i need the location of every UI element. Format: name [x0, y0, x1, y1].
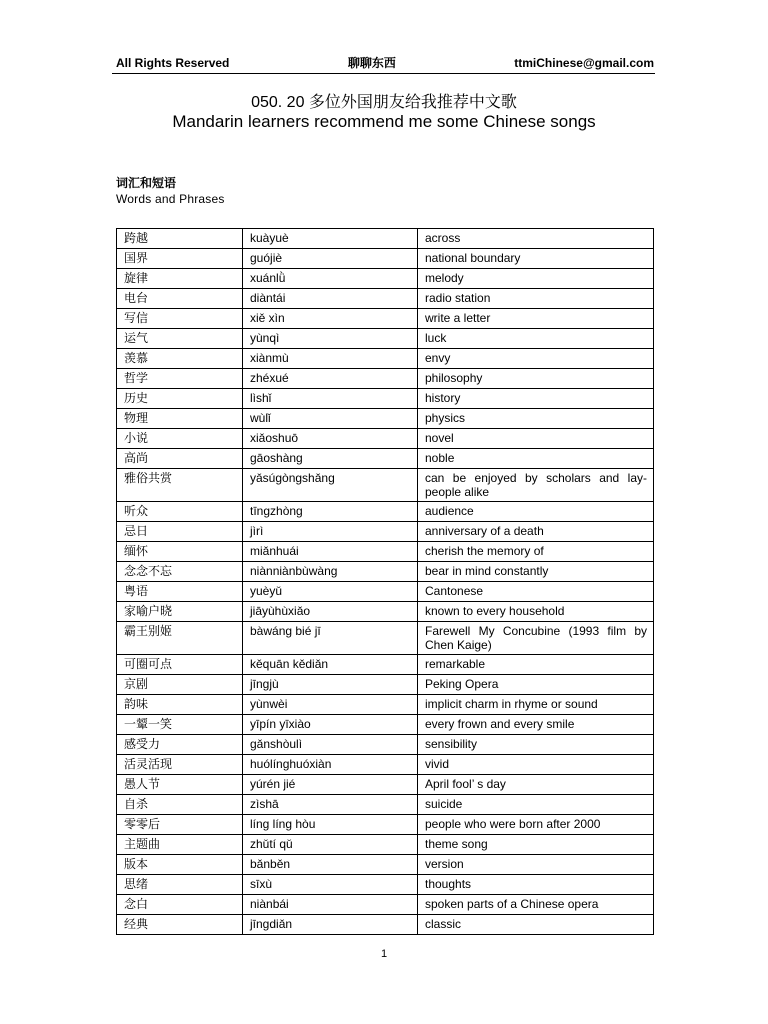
- vocab-pinyin-cell: jìrì: [243, 522, 418, 542]
- table-row: [117, 289, 654, 309]
- table-row: [117, 582, 654, 602]
- vocab-pinyin-cell: jīngjù: [243, 675, 418, 695]
- table-row: [117, 469, 654, 502]
- page-title-english: Mandarin learners recommend me some Chinese songs: [172, 112, 596, 131]
- vocab-pinyin-cell: xiànmù: [243, 349, 418, 369]
- vocab-pinyin-cell: xiǎoshuō: [243, 429, 418, 449]
- vocab-chinese-cell: 粤语: [117, 582, 243, 602]
- table-row: [117, 602, 654, 622]
- vocab-pinyin-cell: zhéxué: [243, 369, 418, 389]
- vocab-english-cell: spoken parts of a Chinese opera: [418, 895, 654, 915]
- vocab-english-cell: vivid: [418, 755, 654, 775]
- vocab-pinyin-cell: xiě xìn: [243, 309, 418, 329]
- vocab-english-cell: anniversary of a death: [418, 522, 654, 542]
- vocab-pinyin-cell: bǎnběn: [243, 855, 418, 875]
- vocab-pinyin-cell: niànniànbùwàng: [243, 562, 418, 582]
- vocab-english-cell: sensibility: [418, 735, 654, 755]
- vocab-chinese-cell: 版本: [117, 855, 243, 875]
- table-row: [117, 329, 654, 349]
- vocab-chinese-cell: 零零后: [117, 815, 243, 835]
- table-row: [117, 835, 654, 855]
- table-row: [117, 755, 654, 775]
- page-title-chinese: 050. 20 多位外国朋友给我推荐中文歌: [251, 94, 517, 111]
- table-row: [117, 695, 654, 715]
- vocab-english-cell: April fool’ s day: [418, 775, 654, 795]
- vocab-pinyin-cell: miǎnhuái: [243, 542, 418, 562]
- vocab-pinyin-cell: kuàyuè: [243, 229, 418, 249]
- vocab-english-cell: history: [418, 389, 654, 409]
- vocab-pinyin-cell: gāoshàng: [243, 449, 418, 469]
- section-heading-chinese: 词汇和短语: [116, 176, 177, 190]
- header-divider: [112, 73, 655, 74]
- vocab-pinyin-cell: sīxù: [243, 875, 418, 895]
- vocab-english-cell: melody: [418, 269, 654, 289]
- table-row: [117, 775, 654, 795]
- vocab-english-cell: envy: [418, 349, 654, 369]
- vocab-chinese-cell: 念白: [117, 895, 243, 915]
- table-row: [117, 542, 654, 562]
- table-row: [117, 855, 654, 875]
- vocab-english-cell: classic: [418, 915, 654, 935]
- vocab-chinese-cell: 主题曲: [117, 835, 243, 855]
- vocab-pinyin-cell: tīngzhòng: [243, 502, 418, 522]
- vocab-pinyin-cell: yùnwèi: [243, 695, 418, 715]
- vocab-english-cell: noble: [418, 449, 654, 469]
- vocab-english-cell: remarkable: [418, 655, 654, 675]
- vocab-pinyin-cell: bàwáng bié jī: [243, 622, 418, 655]
- vocab-pinyin-cell: kěquān kědiǎn: [243, 655, 418, 675]
- section-heading-english: Words and Phrases: [116, 192, 225, 206]
- vocab-chinese-cell: 感受力: [117, 735, 243, 755]
- vocab-english-cell: thoughts: [418, 875, 654, 895]
- table-row: [117, 522, 654, 542]
- vocab-chinese-cell: 缅怀: [117, 542, 243, 562]
- table-row: [117, 622, 654, 655]
- vocab-english-cell: luck: [418, 329, 654, 349]
- vocab-pinyin-cell: wùlǐ: [243, 409, 418, 429]
- vocab-english-cell: philosophy: [418, 369, 654, 389]
- vocab-chinese-cell: 可圈可点: [117, 655, 243, 675]
- vocab-english-cell: version: [418, 855, 654, 875]
- vocab-chinese-cell: 一颦一笑: [117, 715, 243, 735]
- vocab-pinyin-cell: xuánlǜ: [243, 269, 418, 289]
- vocab-chinese-cell: 京剧: [117, 675, 243, 695]
- vocab-english-cell: physics: [418, 409, 654, 429]
- vocab-chinese-cell: 哲学: [117, 369, 243, 389]
- vocab-pinyin-cell: zìshā: [243, 795, 418, 815]
- page-header: [116, 54, 654, 71]
- vocab-pinyin-cell: zhǔtí qǔ: [243, 835, 418, 855]
- vocab-chinese-cell: 国界: [117, 249, 243, 269]
- table-row: [117, 449, 654, 469]
- table-row: [117, 735, 654, 755]
- table-row: [117, 389, 654, 409]
- table-row: [117, 429, 654, 449]
- table-row: [117, 309, 654, 329]
- vocab-english-cell: can be enjoyed by scholars and lay-people alike: [418, 469, 654, 502]
- vocab-english-cell: audience: [418, 502, 654, 522]
- vocab-english-cell: novel: [418, 429, 654, 449]
- vocab-chinese-cell: 念念不忘: [117, 562, 243, 582]
- vocab-chinese-cell: 写信: [117, 309, 243, 329]
- vocab-chinese-cell: 物理: [117, 409, 243, 429]
- header-brand: 聊聊东西: [347, 56, 396, 70]
- vocab-pinyin-cell: diàntái: [243, 289, 418, 309]
- vocab-pinyin-cell: jiāyùhùxiǎo: [243, 602, 418, 622]
- vocab-chinese-cell: 思绪: [117, 875, 243, 895]
- vocab-pinyin-cell: líng líng hòu: [243, 815, 418, 835]
- vocab-english-cell: implicit charm in rhyme or sound: [418, 695, 654, 715]
- vocab-chinese-cell: 听众: [117, 502, 243, 522]
- vocab-english-cell: radio station: [418, 289, 654, 309]
- header-email: ttmiChinese@gmail.com: [514, 55, 654, 70]
- vocab-english-cell: theme song: [418, 835, 654, 855]
- vocab-english-cell: across: [418, 229, 654, 249]
- table-row: [117, 349, 654, 369]
- vocab-pinyin-cell: huólínghuóxiàn: [243, 755, 418, 775]
- page-number: 1: [380, 948, 388, 960]
- table-row: [117, 715, 654, 735]
- table-row: [117, 815, 654, 835]
- vocab-pinyin-cell: yúrén jié: [243, 775, 418, 795]
- vocabulary-table: [116, 228, 654, 935]
- table-row: [117, 875, 654, 895]
- vocab-chinese-cell: 历史: [117, 389, 243, 409]
- vocab-chinese-cell: 家喻户晓: [117, 602, 243, 622]
- header-rights: All Rights Reserved: [116, 55, 230, 70]
- vocab-chinese-cell: 活灵活现: [117, 755, 243, 775]
- table-row: [117, 369, 654, 389]
- vocab-pinyin-cell: niànbái: [243, 895, 418, 915]
- vocab-pinyin-cell: lìshǐ: [243, 389, 418, 409]
- vocab-english-cell: every frown and every smile: [418, 715, 654, 735]
- vocab-chinese-cell: 旋律: [117, 269, 243, 289]
- vocab-pinyin-cell: yùnqì: [243, 329, 418, 349]
- vocab-chinese-cell: 运气: [117, 329, 243, 349]
- vocab-chinese-cell: 经典: [117, 915, 243, 935]
- vocab-pinyin-cell: guójiè: [243, 249, 418, 269]
- vocab-pinyin-cell: yǎsúgòngshǎng: [243, 469, 418, 502]
- vocab-english-cell: Peking Opera: [418, 675, 654, 695]
- vocab-english-cell: national boundary: [418, 249, 654, 269]
- table-row: [117, 562, 654, 582]
- vocab-english-cell: write a letter: [418, 309, 654, 329]
- vocab-pinyin-cell: jīngdiǎn: [243, 915, 418, 935]
- vocab-pinyin-cell: yīpín yīxiào: [243, 715, 418, 735]
- vocab-chinese-cell: 电台: [117, 289, 243, 309]
- vocabulary-table-body: [117, 229, 654, 935]
- vocab-chinese-cell: 自杀: [117, 795, 243, 815]
- vocab-pinyin-cell: gǎnshòulì: [243, 735, 418, 755]
- table-row: [117, 675, 654, 695]
- vocab-english-cell: Farewell My Concubine (1993 film by Chen Kaige): [418, 622, 654, 655]
- vocab-english-cell: bear in mind constantly: [418, 562, 654, 582]
- vocab-chinese-cell: 韵味: [117, 695, 243, 715]
- table-row: [117, 269, 654, 289]
- table-row: [117, 502, 654, 522]
- vocab-english-cell: cherish the memory of: [418, 542, 654, 562]
- vocab-chinese-cell: 小说: [117, 429, 243, 449]
- table-row: [117, 915, 654, 935]
- vocab-chinese-cell: 雅俗共赏: [117, 469, 243, 502]
- table-row: [117, 795, 654, 815]
- vocab-pinyin-cell: yuèyǔ: [243, 582, 418, 602]
- vocab-chinese-cell: 愚人节: [117, 775, 243, 795]
- vocab-chinese-cell: 跨越: [117, 229, 243, 249]
- vocab-english-cell: people who were born after 2000: [418, 815, 654, 835]
- table-row: [117, 655, 654, 675]
- table-row: [117, 229, 654, 249]
- vocab-chinese-cell: 羡慕: [117, 349, 243, 369]
- vocab-chinese-cell: 高尚: [117, 449, 243, 469]
- vocab-chinese-cell: 霸王别姬: [117, 622, 243, 655]
- vocab-english-cell: suicide: [418, 795, 654, 815]
- table-row: [117, 409, 654, 429]
- vocab-english-cell: known to every household: [418, 602, 654, 622]
- vocab-english-cell: Cantonese: [418, 582, 654, 602]
- table-row: [117, 249, 654, 269]
- vocab-chinese-cell: 忌日: [117, 522, 243, 542]
- table-row: [117, 895, 654, 915]
